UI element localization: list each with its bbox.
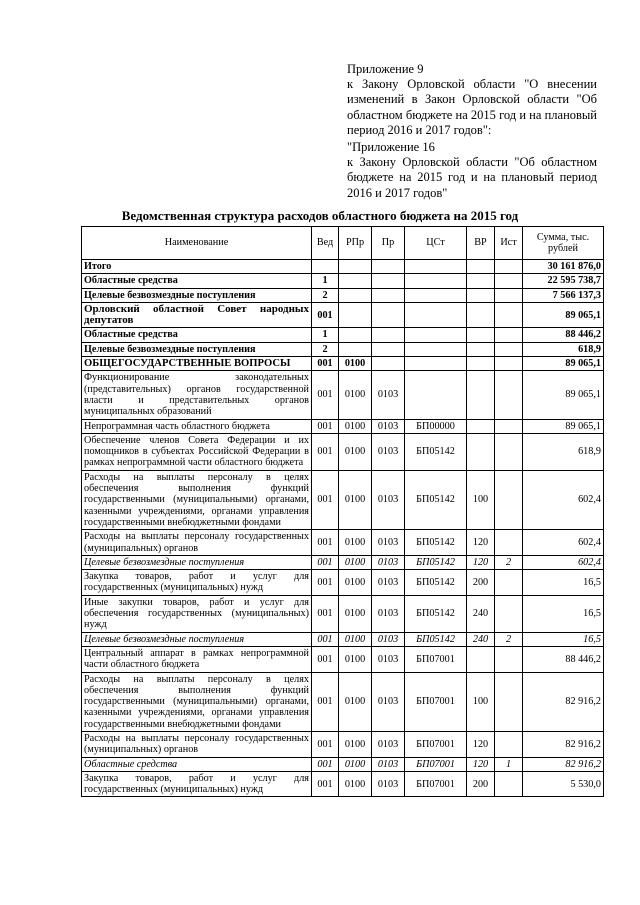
cell-name: Обеспечение членов Совета Федерации и их помощников в субъектах Российской Федерации в рамках непрограммной части областного бюджета xyxy=(82,433,312,470)
cell-pr xyxy=(372,260,405,274)
cell-ist xyxy=(495,357,523,371)
table-row xyxy=(82,342,604,356)
cell-vr: 240 xyxy=(467,595,495,632)
cell-pr: 0103 xyxy=(372,632,405,646)
cell-sum: 82 916,2 xyxy=(523,672,604,731)
cell-vr: 200 xyxy=(467,570,495,596)
cell-ist xyxy=(495,595,523,632)
cell-ist: 2 xyxy=(495,632,523,646)
header-name: Наименование xyxy=(82,227,312,260)
table-row xyxy=(82,274,604,288)
cell-rpr xyxy=(339,302,372,328)
cell-cst: БП07001 xyxy=(405,731,467,757)
cell-pr: 0103 xyxy=(372,570,405,596)
cell-ist xyxy=(495,470,523,529)
table-row xyxy=(82,771,604,797)
cell-ist: 2 xyxy=(495,555,523,569)
appendix-annex-line2: к Закону Орловской области "О внесении изменений в Закон Орловской области "Об областном бюджете на 2015 год и на плановый период 2016 и 2017 годов": xyxy=(347,77,597,137)
cell-sum: 82 916,2 xyxy=(523,757,604,771)
cell-name: Областные средства xyxy=(82,757,312,771)
cell-cst: БП05142 xyxy=(405,595,467,632)
appendix-annex-block xyxy=(347,62,597,138)
cell-name: Областные средства xyxy=(82,328,312,342)
cell-ved: 001 xyxy=(312,530,339,556)
table-row xyxy=(82,555,604,569)
cell-vr xyxy=(467,419,495,433)
cell-pr: 0103 xyxy=(372,419,405,433)
cell-ved: 001 xyxy=(312,632,339,646)
cell-ved: 001 xyxy=(312,731,339,757)
cell-name: Закупка товаров, работ и услуг для государственных (муниципальных) нужд xyxy=(82,771,312,797)
cell-cst: БП05142 xyxy=(405,433,467,470)
cell-ved xyxy=(312,260,339,274)
cell-cst xyxy=(405,288,467,302)
cell-vr xyxy=(467,433,495,470)
header-rpr: РПр xyxy=(339,227,372,260)
table-row xyxy=(82,632,604,646)
table-row xyxy=(82,419,604,433)
cell-vr xyxy=(467,302,495,328)
cell-pr: 0103 xyxy=(372,470,405,529)
cell-sum: 82 916,2 xyxy=(523,731,604,757)
table-row xyxy=(82,260,604,274)
table-row xyxy=(82,646,604,672)
cell-rpr xyxy=(339,274,372,288)
cell-sum: 602,4 xyxy=(523,555,604,569)
cell-vr xyxy=(467,274,495,288)
table-row xyxy=(82,288,604,302)
table-row xyxy=(82,470,604,529)
cell-pr xyxy=(372,328,405,342)
cell-sum: 89 065,1 xyxy=(523,371,604,419)
cell-rpr xyxy=(339,342,372,356)
cell-name: Целевые безвозмездные поступления xyxy=(82,632,312,646)
cell-pr: 0103 xyxy=(372,771,405,797)
cell-vr xyxy=(467,328,495,342)
cell-cst xyxy=(405,260,467,274)
cell-rpr xyxy=(339,260,372,274)
cell-pr: 0103 xyxy=(372,646,405,672)
cell-pr: 0103 xyxy=(372,757,405,771)
cell-vr: 120 xyxy=(467,555,495,569)
cell-rpr: 0100 xyxy=(339,771,372,797)
cell-rpr: 0100 xyxy=(339,757,372,771)
table-row xyxy=(82,530,604,556)
cell-ved: 2 xyxy=(312,288,339,302)
cell-sum: 88 446,2 xyxy=(523,646,604,672)
cell-ist xyxy=(495,433,523,470)
cell-sum: 602,4 xyxy=(523,470,604,529)
cell-vr: 120 xyxy=(467,731,495,757)
cell-ved: 001 xyxy=(312,433,339,470)
cell-ved: 001 xyxy=(312,646,339,672)
cell-ist xyxy=(495,288,523,302)
cell-pr: 0103 xyxy=(372,672,405,731)
cell-ist xyxy=(495,274,523,288)
cell-name: Закупка товаров, работ и услуг для государственных (муниципальных) нужд xyxy=(82,570,312,596)
cell-vr: 240 xyxy=(467,632,495,646)
cell-name: Целевые безвозмездные поступления xyxy=(82,342,312,356)
appendix-quote-line2: к Закону Орловской области "Об областном бюджете на 2015 год и на плановый период 2016 и 2017 годов" xyxy=(347,155,597,200)
cell-vr: 100 xyxy=(467,672,495,731)
cell-ist xyxy=(495,328,523,342)
cell-vr xyxy=(467,371,495,419)
header-cst: ЦСт xyxy=(405,227,467,260)
cell-ved: 001 xyxy=(312,302,339,328)
cell-pr: 0103 xyxy=(372,371,405,419)
cell-rpr: 0100 xyxy=(339,595,372,632)
cell-pr: 0103 xyxy=(372,433,405,470)
cell-vr: 200 xyxy=(467,771,495,797)
cell-sum: 89 065,1 xyxy=(523,419,604,433)
header-vr: ВР xyxy=(467,227,495,260)
cell-vr: 100 xyxy=(467,470,495,529)
cell-ved: 001 xyxy=(312,595,339,632)
cell-ist xyxy=(495,371,523,419)
cell-ved: 001 xyxy=(312,357,339,371)
header-pr: Пр xyxy=(372,227,405,260)
cell-pr xyxy=(372,274,405,288)
cell-pr xyxy=(372,342,405,356)
cell-pr: 0103 xyxy=(372,555,405,569)
cell-ist xyxy=(495,570,523,596)
cell-ist xyxy=(495,731,523,757)
cell-name: Орловский областной Совет народных депутатов xyxy=(82,302,312,328)
table-row xyxy=(82,672,604,731)
cell-name: Итого xyxy=(82,260,312,274)
cell-ist xyxy=(495,260,523,274)
table-row xyxy=(82,570,604,596)
document-title: Ведомственная структура расходов областного бюджета на 2015 год xyxy=(121,208,519,223)
cell-cst xyxy=(405,302,467,328)
table-row xyxy=(82,433,604,470)
cell-sum: 30 161 876,0 xyxy=(523,260,604,274)
cell-vr xyxy=(467,260,495,274)
cell-cst xyxy=(405,357,467,371)
cell-cst xyxy=(405,371,467,419)
cell-rpr: 0100 xyxy=(339,371,372,419)
cell-ved: 001 xyxy=(312,672,339,731)
cell-rpr: 0100 xyxy=(339,470,372,529)
appendix-quote-block xyxy=(347,140,597,201)
cell-ved: 001 xyxy=(312,470,339,529)
cell-name: ОБЩЕГОСУДАРСТВЕННЫЕ ВОПРОСЫ xyxy=(82,357,312,371)
cell-ist xyxy=(495,771,523,797)
cell-name: Целевые безвозмездные поступления xyxy=(82,288,312,302)
cell-rpr: 0100 xyxy=(339,419,372,433)
table-row xyxy=(82,328,604,342)
cell-name: Функционирование законодательных (представительных) органов государственной власти и представительных органов муниципальных образований xyxy=(82,371,312,419)
cell-ist xyxy=(495,302,523,328)
budget-table xyxy=(81,226,604,797)
cell-vr: 120 xyxy=(467,530,495,556)
cell-sum: 618,9 xyxy=(523,433,604,470)
cell-rpr: 0100 xyxy=(339,555,372,569)
cell-pr: 0103 xyxy=(372,731,405,757)
cell-sum: 618,9 xyxy=(523,342,604,356)
appendix-annex-line1: Приложение 9 xyxy=(347,62,424,76)
cell-ved: 1 xyxy=(312,274,339,288)
cell-sum: 88 446,2 xyxy=(523,328,604,342)
cell-pr: 0103 xyxy=(372,595,405,632)
cell-cst: БП05142 xyxy=(405,570,467,596)
cell-cst: БП07001 xyxy=(405,672,467,731)
cell-ist xyxy=(495,530,523,556)
cell-cst: БП07001 xyxy=(405,757,467,771)
cell-vr xyxy=(467,357,495,371)
cell-cst xyxy=(405,328,467,342)
table-row xyxy=(82,302,604,328)
cell-vr xyxy=(467,342,495,356)
cell-name: Расходы на выплаты персоналу государственных (муниципальных) органов xyxy=(82,731,312,757)
cell-cst xyxy=(405,274,467,288)
cell-name: Расходы на выплаты персоналу в целях обеспечения выполнения функций государственными (муниципальными) органами, казенными учреждениями, органами управления государственными внебюджетными фондами xyxy=(82,470,312,529)
cell-sum: 16,5 xyxy=(523,570,604,596)
cell-ist: 1 xyxy=(495,757,523,771)
table-row xyxy=(82,757,604,771)
cell-name: Целевые безвозмездные поступления xyxy=(82,555,312,569)
cell-rpr: 0100 xyxy=(339,530,372,556)
cell-ved: 001 xyxy=(312,555,339,569)
cell-cst: БП07001 xyxy=(405,646,467,672)
cell-name: Центральный аппарат в рамках непрограммной части областного бюджета xyxy=(82,646,312,672)
cell-rpr: 0100 xyxy=(339,570,372,596)
cell-ved: 1 xyxy=(312,328,339,342)
cell-rpr: 0100 xyxy=(339,632,372,646)
cell-ved: 001 xyxy=(312,771,339,797)
cell-rpr xyxy=(339,288,372,302)
cell-pr: 0103 xyxy=(372,530,405,556)
cell-vr: 120 xyxy=(467,757,495,771)
cell-vr xyxy=(467,288,495,302)
cell-ist xyxy=(495,342,523,356)
cell-sum: 16,5 xyxy=(523,595,604,632)
cell-sum: 89 065,1 xyxy=(523,357,604,371)
cell-pr xyxy=(372,288,405,302)
cell-sum: 89 065,1 xyxy=(523,302,604,328)
cell-sum: 7 566 137,3 xyxy=(523,288,604,302)
cell-rpr: 0100 xyxy=(339,731,372,757)
cell-cst: БП05142 xyxy=(405,632,467,646)
cell-cst: БП05142 xyxy=(405,470,467,529)
table-row xyxy=(82,371,604,419)
cell-name: Непрограммная часть областного бюджета xyxy=(82,419,312,433)
appendix-quote-line1: "Приложение 16 xyxy=(347,140,435,154)
cell-ved: 001 xyxy=(312,419,339,433)
cell-sum: 16,5 xyxy=(523,632,604,646)
cell-rpr: 0100 xyxy=(339,646,372,672)
cell-cst: БП05142 xyxy=(405,530,467,556)
cell-ist xyxy=(495,672,523,731)
cell-rpr xyxy=(339,328,372,342)
cell-cst: БП00000 xyxy=(405,419,467,433)
cell-pr xyxy=(372,302,405,328)
header-ist: Ист xyxy=(495,227,523,260)
table-body xyxy=(82,260,604,797)
cell-pr xyxy=(372,357,405,371)
cell-cst xyxy=(405,342,467,356)
cell-name: Расходы на выплаты персоналу государственных (муниципальных) органов xyxy=(82,530,312,556)
cell-name: Областные средства xyxy=(82,274,312,288)
cell-rpr: 0100 xyxy=(339,357,372,371)
cell-cst: БП05142 xyxy=(405,555,467,569)
cell-name: Расходы на выплаты персоналу в целях обеспечения выполнения функций государственными (муниципальными) органами, казенными учреждениями, органами управления государственными внебюджетными фондами xyxy=(82,672,312,731)
cell-ved: 001 xyxy=(312,371,339,419)
cell-name: Иные закупки товаров, работ и услуг для обеспечения государственных (муниципальных) нужд xyxy=(82,595,312,632)
table-row xyxy=(82,731,604,757)
table-row xyxy=(82,595,604,632)
cell-ved: 2 xyxy=(312,342,339,356)
cell-ist xyxy=(495,646,523,672)
header-sum: Сумма, тыс. рублей xyxy=(523,227,604,260)
cell-ist xyxy=(495,419,523,433)
cell-ved: 001 xyxy=(312,570,339,596)
table-row xyxy=(82,357,604,371)
cell-ved: 001 xyxy=(312,757,339,771)
cell-rpr: 0100 xyxy=(339,433,372,470)
cell-sum: 5 530,0 xyxy=(523,771,604,797)
cell-rpr: 0100 xyxy=(339,672,372,731)
cell-sum: 22 595 738,7 xyxy=(523,274,604,288)
header-ved: Вед xyxy=(312,227,339,260)
cell-vr xyxy=(467,646,495,672)
cell-sum: 602,4 xyxy=(523,530,604,556)
cell-cst: БП07001 xyxy=(405,771,467,797)
table-header-row xyxy=(82,227,604,260)
